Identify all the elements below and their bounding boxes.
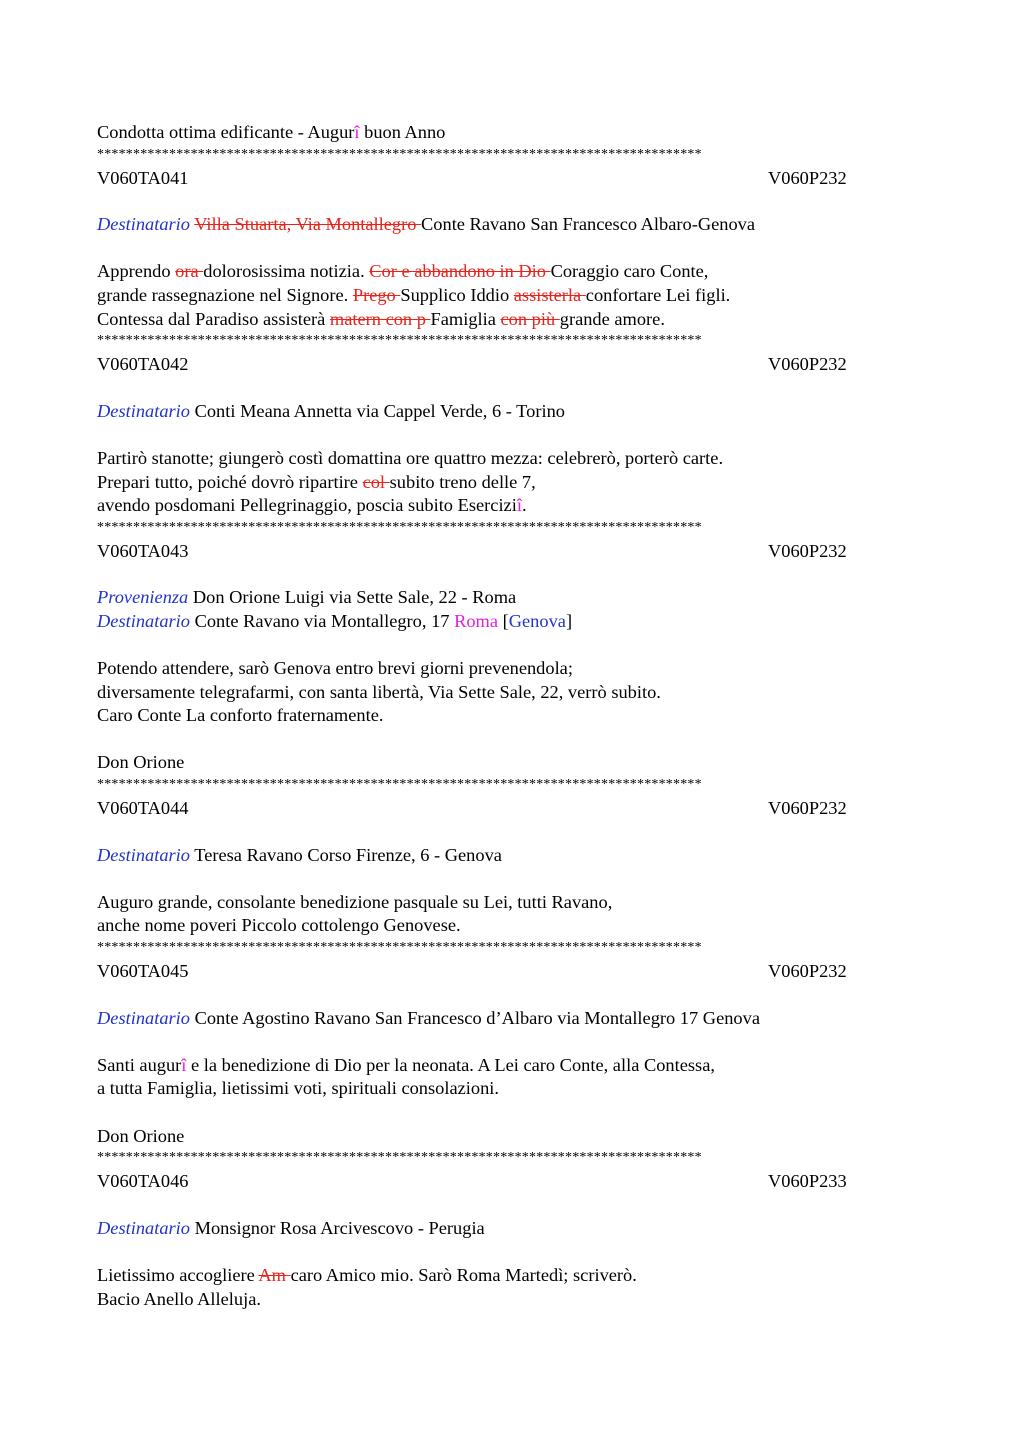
recipient-line [97, 610, 927, 634]
body-text: Santi augur [97, 1054, 182, 1075]
separator: ************************************************************************************ [97, 777, 702, 793]
recipient-line [97, 400, 927, 424]
page-ref: V060P232 [768, 540, 847, 561]
recipient-line [97, 844, 927, 868]
body-line: Partirò stanotte; giungerò costì domattina ore quattro mezza: celebrerò, porterò carte. [97, 447, 724, 468]
body-text: Supplico Iddio [400, 284, 514, 305]
bracket: [ [498, 610, 509, 631]
entry-header [97, 166, 927, 190]
entry-id: V060TA042 [97, 354, 189, 375]
intro-mark: î [354, 122, 360, 142]
recipient-label: Destinatario [97, 1217, 190, 1238]
body-text: Coraggio caro Conte, [550, 261, 709, 282]
intro-text: Condotta ottima edificante - Augur [97, 122, 355, 142]
page-ref: V060P232 [768, 961, 847, 982]
entry-id: V060TA043 [97, 540, 189, 561]
entry-id: V060TA044 [97, 798, 189, 819]
signature: Don Orione [97, 752, 185, 773]
recipient-label: Destinatario [97, 844, 190, 865]
body-line: a tutta Famiglia, lietissimi voti, spirituali consolazioni. [97, 1078, 499, 1099]
document-page [97, 121, 927, 1311]
recipient-text: Monsignor Rosa Arcivescovo - Perugia [194, 1217, 485, 1238]
recipient-label: Destinatario [97, 400, 190, 421]
intro-text-end: buon Anno [359, 122, 446, 142]
deleted-text: assisterla [513, 284, 586, 305]
recipient-text: Conti Meana Annetta via Cappel Verde, 6 - Torino [194, 400, 565, 421]
body-line [97, 260, 927, 284]
entry-header [97, 539, 927, 563]
editorial-insert: Genova [508, 610, 566, 631]
recipient-text: Teresa Ravano Corso Firenze, 6 - Genova [194, 844, 502, 865]
recipient-line [97, 213, 927, 237]
entry-id: V060TA045 [97, 961, 189, 982]
recipient-line [97, 1217, 927, 1241]
body-line [97, 494, 927, 518]
body-text: Prepari tutto, poiché dovrò ripartire [97, 471, 363, 492]
deleted-text: Villa Stuarta, Via Montallegro [194, 214, 422, 235]
body-text: subito treno delle 7, [389, 471, 536, 492]
body-text: . [521, 495, 527, 516]
entry-id: V060TA046 [97, 1171, 189, 1192]
editorial-mark: Roma [454, 610, 498, 631]
body-line [97, 308, 927, 332]
body-line: Caro Conte La conforto fraternamente. [97, 705, 384, 726]
deleted-text: matern con p [329, 308, 431, 329]
page-ref: V060P232 [768, 798, 847, 819]
recipient-label: Destinatario [97, 610, 190, 631]
body-text: avendo posdomani Pellegrinaggio, poscia subito Esercizi [97, 495, 517, 516]
entry-header [97, 959, 927, 983]
separator: ************************************************************************************ [97, 519, 702, 535]
separator: ************************************************************************************ [97, 940, 702, 956]
deleted-text: Prego [352, 284, 401, 305]
entry-header [97, 1169, 927, 1193]
body-text: Famiglia [430, 308, 501, 329]
separator: ************************************************************************************ [97, 1150, 702, 1166]
separator: ************************************************************************************ [97, 333, 702, 349]
recipient-text: Conte Ravano San Francesco Albaro-Genova [421, 214, 756, 235]
sender-line [97, 586, 927, 610]
body-line [97, 1054, 927, 1078]
body-line: diversamente telegrafarmi, con santa libertà, Via Sette Sale, 22, verrò subito. [97, 681, 661, 702]
body-text: grande amore. [559, 308, 665, 329]
deleted-text: col [362, 471, 390, 492]
signature: Don Orione [97, 1125, 185, 1146]
body-text: caro Amico mio. Sarò Roma Martedì; scriverò. [290, 1264, 637, 1285]
page-ref: V060P232 [768, 354, 847, 375]
body-text: grande rassegnazione nel Signore. [97, 284, 353, 305]
body-text: Lietissimo accogliere [97, 1264, 259, 1285]
deleted-text: Am [258, 1264, 291, 1285]
body-line [97, 471, 927, 495]
recipient-label: Destinatario [97, 1007, 190, 1028]
entry-header [97, 796, 927, 820]
entry-id: V060TA041 [97, 167, 189, 188]
separator: ************************************************************************************ [97, 146, 702, 162]
page-ref: V060P232 [768, 167, 847, 188]
body-text: e la benedizione di Dio per la neonata. A Lei caro Conte, alla Contessa, [186, 1054, 715, 1075]
intro-line [97, 121, 927, 145]
body-line: anche nome poveri Piccolo cottolengo Genovese. [97, 915, 461, 936]
recipient-label: Destinatario [97, 214, 190, 235]
recipient-line [97, 1007, 927, 1031]
recipient-text: Conte Agostino Ravano San Francesco d’Albaro via Montallegro 17 Genova [194, 1007, 760, 1028]
deleted-text: ora [175, 261, 204, 282]
page-ref: V060P233 [768, 1171, 847, 1192]
editorial-mark: î [181, 1054, 187, 1075]
sender-label: Provenienza [97, 587, 189, 608]
body-line [97, 284, 927, 308]
entry-header [97, 352, 927, 376]
body-line: Auguro grande, consolante benedizione pasquale su Lei, tutti Ravano, [97, 891, 613, 912]
body-line: Potendo attendere, sarò Genova entro brevi giorni prevenendola; [97, 658, 573, 679]
body-text: Contessa dal Paradiso assisterà [97, 308, 330, 329]
body-text: confortare Lei figli. [585, 284, 731, 305]
deleted-text: Cor e abbandono in Dio [369, 261, 551, 282]
deleted-text: con più [500, 308, 560, 329]
sender-text: Don Orione Luigi via Sette Sale, 22 - Roma [192, 587, 517, 608]
recipient-text: Conte Ravano via Montallegro, 17 [194, 610, 455, 631]
body-text: Apprendo [97, 261, 176, 282]
editorial-mark: î [516, 495, 522, 516]
body-line: Bacio Anello Alleluja. [97, 1288, 261, 1309]
bracket: ] [565, 610, 573, 631]
body-line [97, 1264, 927, 1288]
body-text: dolorosissima notizia. [203, 261, 370, 282]
